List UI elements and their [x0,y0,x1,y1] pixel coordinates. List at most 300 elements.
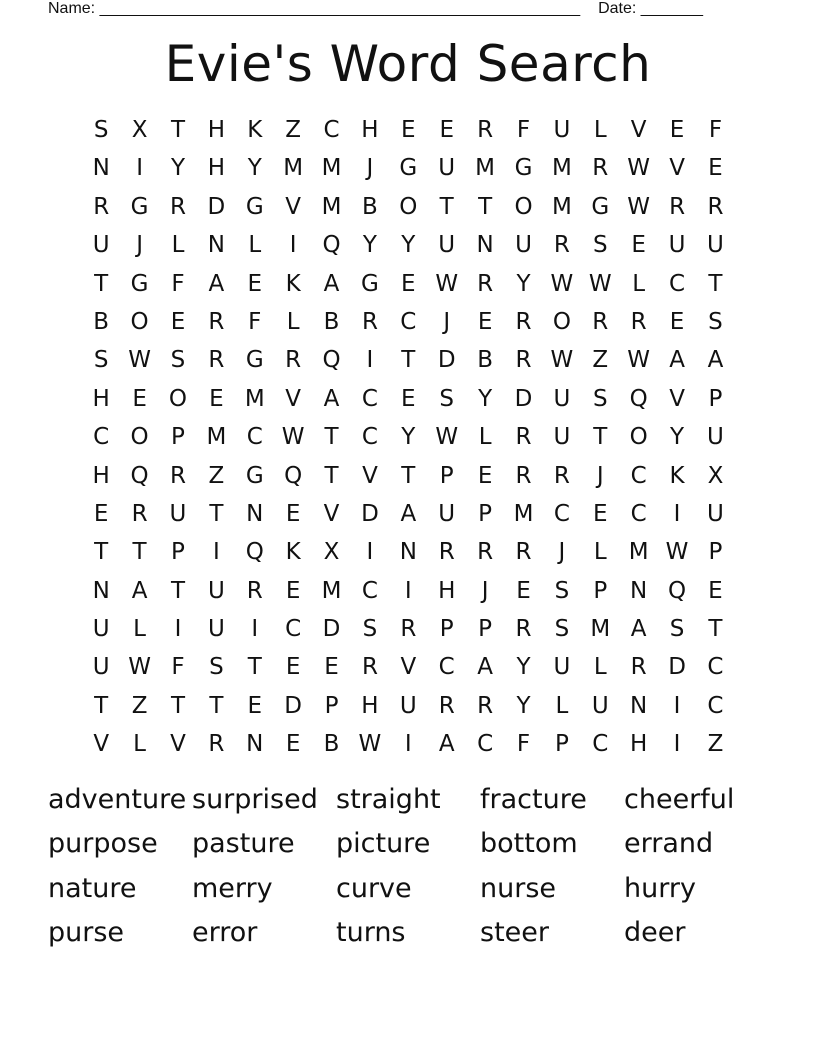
grid-letter[interactable]: S [93,347,109,374]
grid-letter[interactable]: G [245,462,264,489]
grid-letter[interactable]: R [361,308,378,335]
grid-letter[interactable]: Y [170,155,185,182]
grid-letter[interactable]: P [324,692,339,719]
grid-letter[interactable]: Z [131,692,148,719]
grid-letter[interactable]: Y [401,424,416,451]
grid-letter[interactable]: B [477,347,493,374]
grid-letter[interactable]: R [400,616,417,643]
grid-letter[interactable]: F [708,117,723,143]
grid-letter[interactable]: W [665,539,689,566]
grid-letter[interactable]: D [284,692,302,719]
grid-letter[interactable]: R [169,193,186,220]
grid-letter[interactable]: U [553,117,571,143]
grid-letter[interactable]: A [400,500,417,527]
grid-letter[interactable]: T [708,270,723,297]
grid-letter[interactable]: E [631,232,646,259]
grid-letter[interactable]: U [553,385,571,412]
grid-letter[interactable]: T [170,117,185,143]
grid-letter[interactable]: V [285,193,302,220]
grid-letter[interactable]: K [285,539,301,566]
grid-letter[interactable]: I [404,577,412,604]
grid-letter[interactable]: E [439,117,454,143]
grid-letter[interactable]: D [207,193,226,220]
grid-letter[interactable]: P [439,462,454,489]
grid-letter[interactable]: E [401,270,416,297]
grid-letter[interactable]: U [553,654,571,681]
grid-letter[interactable]: O [130,308,149,335]
grid-letter[interactable]: S [669,616,685,643]
grid-letter[interactable]: V [630,117,647,143]
grid-letter[interactable]: R [477,117,494,143]
grid-letter[interactable]: L [593,117,607,143]
grid-letter[interactable]: Q [322,347,341,374]
grid-letter[interactable]: Y [247,155,262,182]
grid-letter[interactable]: C [323,117,340,143]
word-list-item: cheerful [624,784,735,815]
grid-letter[interactable]: S [93,117,109,143]
grid-letter[interactable]: T [439,193,454,220]
grid-letter[interactable]: R [515,539,532,566]
grid-letter[interactable]: A [630,616,647,643]
grid-letter[interactable]: A [208,270,225,297]
grid-letter[interactable]: Q [668,577,687,604]
grid-letter[interactable]: N [92,155,110,182]
grid-letter[interactable]: Z [208,462,225,489]
grid-letter[interactable]: Q [322,232,341,259]
grid-letter[interactable]: C [707,654,724,681]
word-list-item: fracture [480,784,587,815]
grid-letter[interactable]: P [554,731,569,758]
grid-letter[interactable]: R [438,539,455,566]
word-list-item: steer [480,916,549,948]
grid-letter[interactable]: S [554,577,570,604]
grid-letter[interactable]: G [361,270,379,297]
grid-letter[interactable]: R [246,577,263,604]
grid-letter[interactable]: Z [707,731,724,758]
grid-letter[interactable]: R [438,692,455,719]
word-list-item: merry [192,872,273,904]
grid-letter[interactable]: O [399,193,418,220]
grid-letter[interactable]: R [515,462,532,489]
grid-letter[interactable]: U [591,692,609,719]
grid-letter[interactable]: N [246,500,264,527]
grid-letter[interactable]: E [285,654,301,681]
grid-letter[interactable]: P [478,616,493,643]
grid-letter[interactable]: A [323,270,340,297]
grid-letter[interactable]: E [209,385,224,412]
grid-letter[interactable]: I [673,692,681,719]
grid-letter[interactable]: T [94,539,109,566]
grid-letter[interactable]: F [171,270,185,297]
grid-letter[interactable]: M [321,577,342,604]
grid-letter[interactable]: E [516,577,531,604]
grid-letter[interactable]: I [212,539,220,566]
grid-letter[interactable]: D [322,616,341,643]
grid-letter[interactable]: O [168,385,188,412]
grid-letter[interactable]: A [707,347,724,374]
grid-letter[interactable]: L [286,308,300,335]
grid-letter[interactable]: D [668,654,686,681]
grid-letter[interactable]: W [281,424,305,451]
grid-letter[interactable]: O [629,424,648,451]
grid-letter[interactable]: K [247,117,263,143]
grid-letter[interactable]: H [207,117,226,143]
grid-letter[interactable]: A [477,654,493,681]
grid-letter[interactable]: U [92,232,110,259]
grid-letter[interactable]: G [245,347,264,374]
grid-letter[interactable]: S [209,654,224,681]
grid-letter[interactable]: N [399,539,417,566]
grid-letter[interactable]: X [131,117,148,143]
grid-letter[interactable]: I [366,539,374,566]
grid-letter[interactable]: R [208,731,225,758]
grid-letter[interactable]: T [209,692,224,719]
grid-letter[interactable]: L [555,692,569,719]
grid-letter[interactable]: R [477,692,494,719]
grid-letter[interactable]: J [366,155,374,182]
grid-letter[interactable]: R [477,539,494,566]
grid-letter[interactable]: V [285,385,302,412]
grid-letter[interactable]: E [708,577,723,604]
grid-letter[interactable]: W [627,155,651,182]
grid-letter[interactable]: N [207,232,225,259]
grid-letter[interactable]: P [478,500,493,527]
grid-letter[interactable]: M [513,500,534,527]
grid-letter[interactable]: N [630,692,648,719]
grid-letter[interactable]: J [596,462,604,489]
grid-letter[interactable]: R [285,347,302,374]
grid-letter[interactable]: I [174,616,182,643]
grid-letter[interactable]: Q [130,462,149,489]
grid-letter[interactable]: S [170,347,186,374]
grid-letter[interactable]: C [400,308,417,335]
grid-letter[interactable]: E [247,270,263,297]
grid-letter[interactable]: B [323,308,340,335]
grid-letter[interactable]: H [361,117,379,143]
grid-letter[interactable]: G [245,193,264,220]
grid-letter[interactable]: R [477,270,494,297]
grid-letter[interactable]: U [553,424,571,451]
grid-letter[interactable]: E [285,731,301,758]
grid-letter[interactable]: H [630,731,648,758]
grid-letter[interactable]: V [362,462,378,489]
grid-letter[interactable]: T [401,347,416,374]
grid-letter[interactable]: S [708,308,723,335]
grid-letter[interactable]: L [133,731,146,758]
grid-letter[interactable]: P [439,616,454,643]
grid-letter[interactable]: H [92,462,110,489]
grid-letter[interactable]: U [169,500,187,527]
grid-letter[interactable]: R [131,500,148,527]
grid-letter[interactable]: E [93,500,109,527]
grid-letter[interactable]: E [132,385,147,412]
grid-letter[interactable]: S [362,616,378,643]
grid-letter[interactable]: W [435,424,459,451]
grid-letter[interactable]: X [323,539,340,566]
grid-letter[interactable]: C [285,616,302,643]
grid-letter[interactable]: C [592,731,609,758]
grid-letter[interactable]: L [171,232,185,259]
grid-letter[interactable]: Z [285,117,302,143]
grid-letter[interactable]: E [285,577,301,604]
grid-letter[interactable]: M [590,616,611,643]
grid-letter[interactable]: R [630,654,647,681]
grid-letter[interactable]: F [516,117,531,143]
grid-letter[interactable]: R [669,193,686,220]
word-list [48,778,768,955]
grid-letter[interactable]: R [630,308,647,335]
grid-letter[interactable]: C [669,270,686,297]
grid-letter[interactable]: T [170,692,185,719]
name-field-label[interactable]: Name: ______________________________________________________ [48,0,581,17]
grid-letter[interactable]: T [247,654,262,681]
grid-letter[interactable]: W [550,270,574,297]
grid-letter[interactable]: S [554,616,570,643]
grid-letter[interactable]: Q [629,385,648,412]
grid-letter[interactable]: Y [670,424,685,451]
grid-letter[interactable]: P [593,577,608,604]
grid-letter[interactable]: V [323,500,340,527]
grid-letter[interactable]: W [588,270,612,297]
grid-letter[interactable]: H [361,692,379,719]
grid-letter[interactable]: C [246,424,263,451]
grid-letter[interactable]: T [209,500,224,527]
grid-letter[interactable]: J [481,577,489,604]
grid-letter[interactable]: E [401,385,416,412]
grid-letter[interactable]: E [401,117,416,143]
grid-letter[interactable]: M [475,155,496,182]
grid-letter[interactable]: A [438,731,455,758]
grid-letter[interactable]: W [128,347,151,374]
grid-letter[interactable]: A [669,347,685,374]
grid-letter[interactable]: P [708,385,723,412]
grid-letter[interactable]: R [208,347,225,374]
grid-letter[interactable]: R [515,424,532,451]
grid-letter[interactable]: N [92,577,110,604]
word-list-item: nature [48,872,137,904]
grid-letter[interactable]: N [476,232,494,259]
grid-letter[interactable]: Y [516,654,531,681]
grid-letter[interactable]: T [324,424,339,451]
grid-letter[interactable]: W [627,193,651,220]
grid-letter[interactable]: H [92,385,110,412]
grid-letter[interactable]: D [437,347,456,374]
grid-letter[interactable]: E [708,155,723,182]
grid-letter[interactable]: E [669,308,685,335]
grid-letter[interactable]: R [515,308,532,335]
grid-letter[interactable]: T [593,424,608,451]
word-list-item: hurry [624,872,696,904]
word-list-item: purpose [48,828,158,860]
grid-letter[interactable]: U [399,692,417,719]
grid-letter[interactable]: V [400,654,417,681]
grid-letter[interactable]: M [321,155,342,182]
grid-letter[interactable]: E [247,692,263,719]
grid-letter[interactable]: Y [516,270,531,297]
grid-letter[interactable]: P [171,539,185,566]
grid-letter[interactable]: C [93,424,110,451]
grid-letter[interactable]: I [366,347,374,374]
grid-letter[interactable]: B [93,308,110,335]
grid-letter[interactable]: M [206,424,227,451]
grid-letter[interactable]: T [478,193,493,220]
grid-letter[interactable]: W [128,654,151,681]
grid-letter[interactable]: C [630,462,647,489]
grid-letter[interactable]: U [707,500,724,527]
grid-letter[interactable]: V [669,385,685,412]
grid-letter[interactable]: C [361,385,378,412]
grid-letter[interactable]: U [207,577,225,604]
grid-letter[interactable]: U [707,424,724,451]
grid-letter[interactable]: I [289,232,297,259]
grid-letter[interactable]: I [404,731,412,758]
grid-letter[interactable]: X [707,462,724,489]
grid-letter[interactable]: E [477,462,493,489]
grid-letter[interactable]: L [593,539,607,566]
grid-letter[interactable]: S [592,232,608,259]
grid-letter[interactable]: E [669,117,685,143]
grid-letter[interactable]: R [707,193,724,220]
grid-letter[interactable]: O [514,193,533,220]
grid-letter[interactable]: T [170,577,185,604]
grid-letter[interactable]: U [207,616,225,643]
grid-letter[interactable]: R [361,654,378,681]
grid-letter[interactable]: A [323,385,340,412]
grid-letter[interactable]: V [93,731,110,758]
grid-letter[interactable]: W [627,347,651,374]
grid-letter[interactable]: C [707,692,724,719]
grid-letter[interactable]: G [130,193,149,220]
grid-letter[interactable]: E [285,500,301,527]
grid-letter[interactable]: U [515,232,532,259]
grid-letter[interactable]: C [361,577,378,604]
grid-letter[interactable]: L [248,232,262,259]
grid-letter[interactable]: U [668,232,686,259]
grid-letter[interactable]: Q [245,539,264,566]
grid-letter[interactable]: E [593,500,608,527]
grid-letter[interactable]: R [592,155,609,182]
grid-letter[interactable]: M [244,385,265,412]
grid-letter[interactable]: L [133,616,146,643]
grid-letter[interactable]: C [361,424,378,451]
grid-letter[interactable]: W [550,347,574,374]
grid-letter[interactable]: U [438,155,456,182]
grid-letter[interactable]: O [552,308,571,335]
grid-letter[interactable]: P [708,539,723,566]
grid-letter[interactable]: V [669,155,685,182]
grid-letter[interactable]: I [673,500,681,527]
grid-letter[interactable]: Z [592,347,609,374]
grid-letter[interactable]: U [92,654,110,681]
grid-letter[interactable]: I [673,731,681,758]
grid-letter[interactable]: Y [362,232,377,259]
grid-letter[interactable]: T [94,692,109,719]
grid-letter[interactable]: R [592,308,609,335]
grid-letter[interactable]: O [130,424,149,451]
grid-letter[interactable]: E [477,308,493,335]
grid-letter[interactable]: S [439,385,455,412]
grid-letter[interactable]: U [438,500,456,527]
grid-letter[interactable]: C [477,731,494,758]
grid-letter[interactable]: S [592,385,608,412]
grid-letter[interactable]: F [516,731,531,758]
grid-letter[interactable]: B [323,731,340,758]
grid-letter[interactable]: G [514,155,533,182]
grid-letter[interactable]: H [207,155,226,182]
grid-letter[interactable]: U [707,232,724,259]
word-list-item: straight [336,784,441,815]
grid-letter[interactable]: L [632,270,646,297]
grid-letter[interactable]: U [92,616,110,643]
grid-letter[interactable]: N [246,731,264,758]
grid-letter[interactable]: C [630,500,647,527]
grid-letter[interactable]: U [438,232,456,259]
grid-letter[interactable]: Y [516,692,531,719]
grid-letter[interactable]: M [551,155,572,182]
grid-letter[interactable]: C [438,654,455,681]
grid-letter[interactable]: Q [284,462,303,489]
grid-letter[interactable]: M [283,155,304,182]
grid-letter[interactable]: G [399,155,418,182]
grid-letter[interactable]: R [553,232,570,259]
grid-letter[interactable]: I [136,155,143,182]
grid-letter[interactable]: A [131,577,148,604]
grid-letter[interactable]: R [169,462,186,489]
grid-letter[interactable]: M [321,193,342,220]
grid-letter[interactable]: T [708,616,723,643]
grid-letter[interactable]: T [324,462,339,489]
grid-letter[interactable]: R [515,616,532,643]
grid-letter[interactable]: Y [478,385,493,412]
date-field-label[interactable]: Date: _______ [598,0,704,17]
grid-letter[interactable]: T [401,462,416,489]
grid-letter[interactable]: B [362,193,378,220]
grid-letter[interactable]: M [551,193,572,220]
grid-letter[interactable]: G [130,270,149,297]
grid-letter[interactable]: I [251,616,259,643]
grid-letter[interactable]: R [208,308,225,335]
grid-letter[interactable]: R [553,462,570,489]
grid-letter[interactable]: Y [401,232,416,259]
grid-letter[interactable]: C [553,500,570,527]
grid-letter[interactable]: E [170,308,186,335]
grid-letter[interactable]: J [558,539,566,566]
grid-letter[interactable]: F [171,654,185,681]
grid-letter[interactable]: L [478,424,492,451]
grid-letter[interactable]: W [358,731,382,758]
grid-letter[interactable]: D [361,500,379,527]
grid-letter[interactable]: J [136,232,143,259]
grid-letter[interactable]: V [170,731,186,758]
grid-letter[interactable]: L [593,654,607,681]
grid-letter[interactable]: T [94,270,109,297]
grid-letter[interactable]: H [438,577,456,604]
grid-letter[interactable]: E [324,654,339,681]
grid-letter[interactable]: M [628,539,649,566]
grid-letter[interactable]: K [669,462,685,489]
grid-letter[interactable]: K [285,270,301,297]
grid-letter[interactable]: P [171,424,185,451]
grid-letter[interactable]: R [93,193,110,220]
grid-letter[interactable]: T [132,539,147,566]
grid-letter[interactable]: N [630,577,648,604]
grid-letter[interactable]: F [248,308,262,335]
grid-letter[interactable]: W [435,270,459,297]
grid-letter[interactable]: D [514,385,533,412]
grid-letter[interactable]: J [443,308,451,335]
grid-letter[interactable]: R [515,347,532,374]
grid-letter[interactable]: G [591,193,610,220]
